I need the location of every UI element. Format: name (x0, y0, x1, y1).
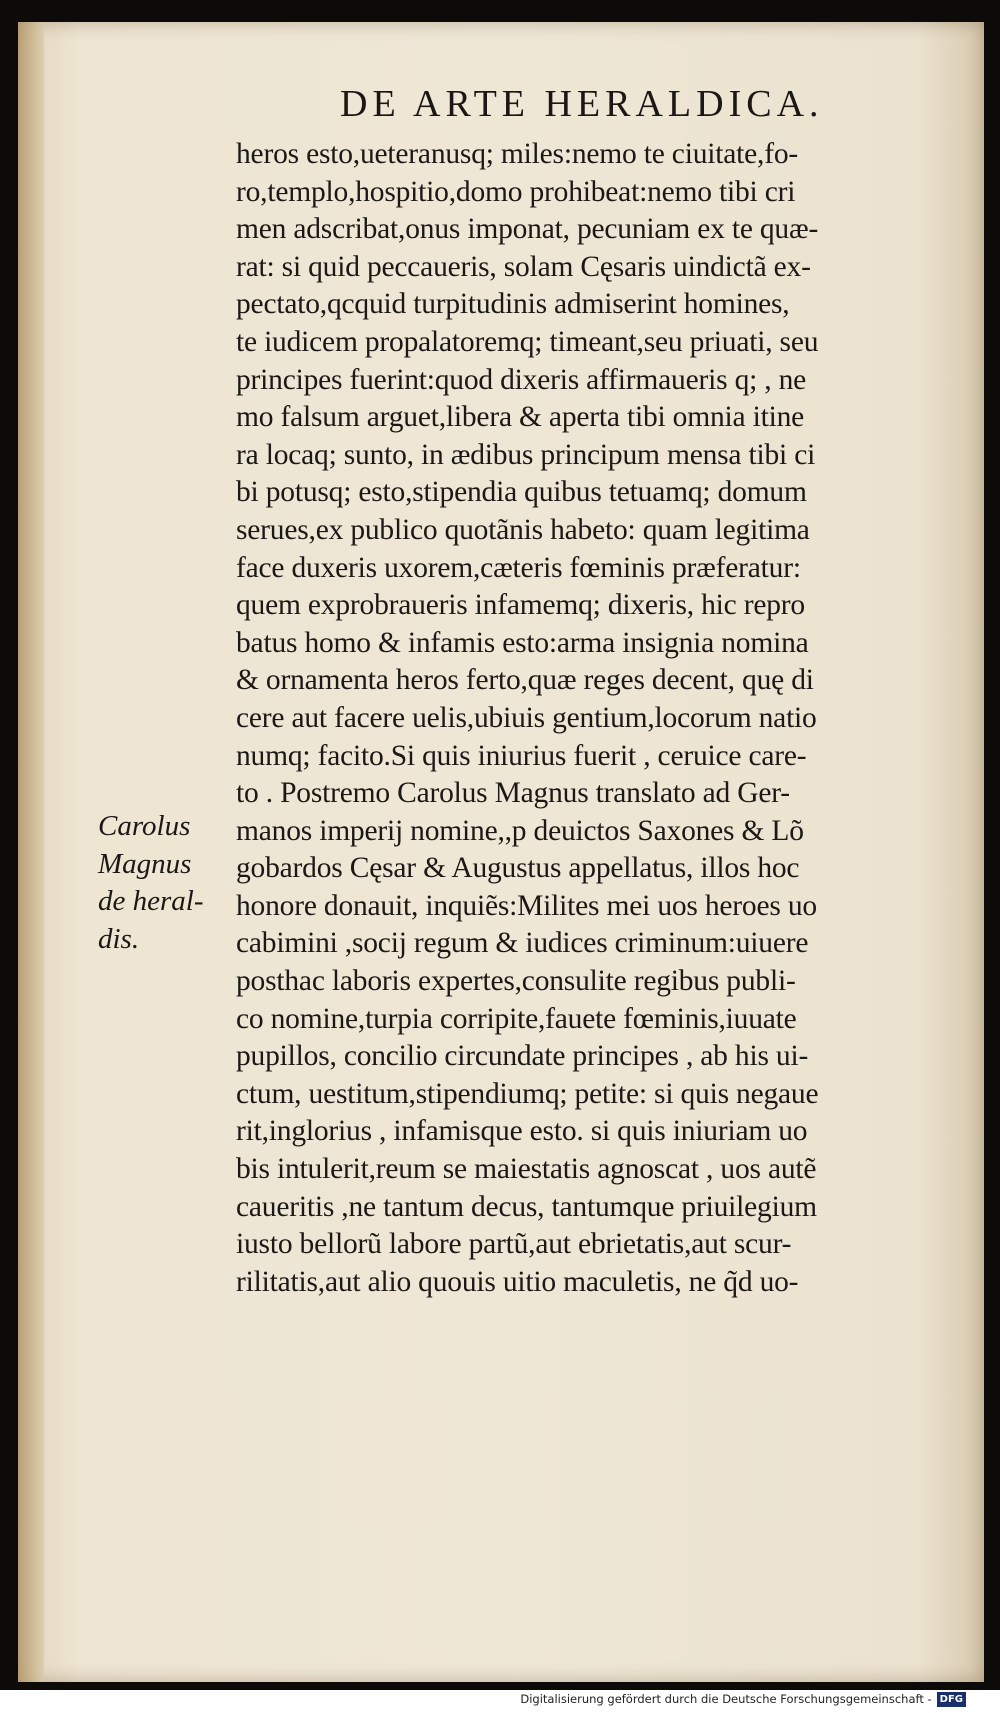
text-line: caueritis ,ne tantum decus, tantumque priuilegium (236, 1190, 817, 1223)
text-line: pupillos, concilio circundate principes , ab his ui- (236, 1040, 809, 1073)
text-line: face duxeris uxorem,cæteris fœminis præferatur: (236, 551, 801, 584)
text-line: & ornamenta heros ferto,quæ reges decent, quę di (236, 664, 814, 697)
running-head: DE ARTE HERALDICA. (340, 83, 824, 125)
text-line: numq; facito.Si quis iniurius fuerit , ceruice care- (236, 739, 807, 772)
text-line: rat: si quid peccaueris, solam Cęsaris uindictã ex- (236, 250, 811, 283)
text-line: gobardos Cęsar & Augustus appellatus, illos hoc (236, 852, 800, 885)
text-line: principes fuerint:quod dixeris affirmaueris q; , ne (236, 363, 807, 396)
marginal-note-line: Magnus (98, 847, 192, 880)
text-line: ctum, uestitum,stipendiumq; petite: si quis negaue (236, 1077, 819, 1110)
text-line: co nomine,turpia corripite,fauete fœminis,iuuate (236, 1002, 797, 1035)
text-line: bi potusq; esto,stipendia quibus tetuamq; domum (236, 476, 807, 509)
footer-credit (520, 1689, 966, 1709)
text-line: iusto bellorũ labore partũ,aut ebrietatis,aut scur- (236, 1228, 792, 1261)
text-line: rilitatis,aut alio quouis uitio maculetis, ne q̃d uo- (236, 1265, 799, 1298)
page-binding-edge (18, 22, 44, 1682)
marginal-note-line: de heral- (98, 885, 204, 918)
text-line: mo falsum arguet,libera & aperta tibi omnia itine (236, 401, 805, 434)
marginal-note-line: Carolus (98, 810, 191, 842)
text-line: cabimini ,socij regum & iudices criminum:uiuere (236, 927, 809, 960)
text-line: manos imperij nomine,,p deuictos Saxones & Lõ (236, 814, 804, 847)
text-line: heros esto,ueteranusq; miles:nemo te ciuitate,fo- (236, 138, 798, 170)
text-line: serues,ex publico quotãnis habeto: quam legitima (236, 513, 810, 546)
text-line: ra locaq; sunto, in ædibus principum mensa tibi ci (236, 438, 816, 471)
text-line: cere aut facere uelis,ubiuis gentium,locorum natio (236, 701, 817, 734)
dfg-logo: DFG (937, 1692, 966, 1707)
body-text (236, 136, 966, 1301)
text-line: men adscribat,onus imponat, pecuniam ex te quæ- (236, 213, 819, 246)
text-line: te iudicem propalatoremq; timeant,seu priuati, seu (236, 325, 819, 358)
marginal-note-line: dis. (98, 922, 140, 955)
text-line: quem exprobraueris infamemq; dixeris, hic repro (236, 589, 805, 622)
text-line: honore donauit, inquiẽs:Milites mei uos heroes uo (236, 889, 817, 922)
text-line: ro,templo,hospitio,domo prohibeat:nemo tibi cri (236, 175, 796, 208)
text-line: to . Postremo Carolus Magnus translato ad Ger- (236, 777, 790, 810)
marginal-note (98, 808, 228, 958)
text-line: pectato,qcquid turpitudinis admiserint homines, (236, 288, 790, 321)
text-line: rit,inglorius , infamisque esto. si quis iniuriam uo (236, 1115, 808, 1148)
text-line: batus homo & infamis esto:arma insignia nomina (236, 626, 809, 659)
text-line: bis intulerit,reum se maiestatis agnoscat , uos autẽ (236, 1153, 817, 1186)
footer-credit-text: Digitalisierung gefördert durch die Deutsche Forschungsgemeinschaft - (520, 1692, 932, 1706)
text-line: posthac laboris expertes,consulite regibus publi- (236, 965, 796, 998)
